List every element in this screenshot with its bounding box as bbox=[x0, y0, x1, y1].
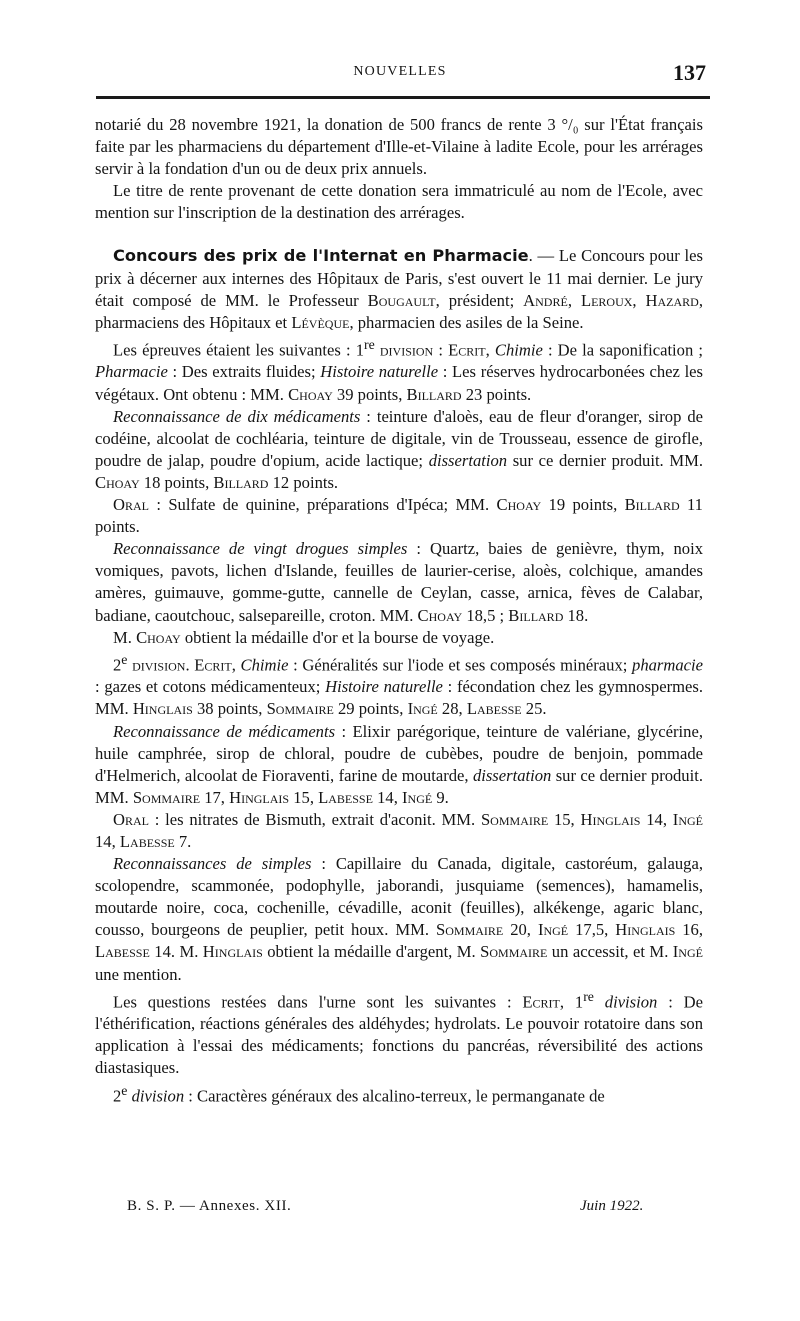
paragraph-dix-medicaments: Reconnaissance de dix médicaments : teinture d'aloès, eau de fleur d'oranger, sirop de codéine, alcoolat de cochléaria, teinture de digitale, vin de Trousseau, essence de girofle, poudre de jalap, poudre d'opium, acide lactique; dissertation sur ce dernier produit. MM. Choay 18 points, Billard 12 points. bbox=[95, 406, 704, 492]
paragraph-oral-2: Oral : les nitrates de Bismuth, extrait d'aconit. MM. Sommaire 15, Hinglais 14, Ingé 14, Labesse 7. bbox=[95, 809, 703, 851]
footer-signature: B. S. P. — Annexes. XII. bbox=[127, 1198, 292, 1214]
paragraph-oral-1: Oral : Sulfate de quinine, préparations d'Ipéca; MM. Choay 19 points, Billard 11 points. bbox=[95, 495, 703, 537]
paragraph-simples: Reconnaissances de simples : Capillaire du Canada, digitale, castoréum, galauga, scolopendre, scammonée, podophylle, jaborandi, jusquiame (semences), hamamelis, moutarde noire, coca, cochenille, cévadille, aconit (feuilles), alkékenge, agaric blanc, cousso, bourgeons de peuplier, petit houx. MM. Sommaire 20, Ingé 17,5, Hinglais 16, Labesse 14. M. Hinglais obtient la médaille d'argent, M. Sommaire un accessit, et M. Ingé une mention. bbox=[95, 854, 704, 984]
paragraph-drogues-simples: Reconnaissance de vingt drogues simples : Quartz, baies de genièvre, thym, noix vomiques, pavots, lichen d'Islande, feuilles de laurier-cerise, aloès, colchique, amandes amères, guimauve, gomme-gutte, cannelle de Ceylan, casse, arnica, fèves de Calabar, badiane, caoutchouc, salsepareille, croton. MM. Choay 18,5 ; Billard 18. bbox=[95, 539, 703, 625]
paragraph-questions: Les questions restées dans l'urne sont les suivantes : Ecrit, 1re division : De l'éthérification, réactions générales des aldéhydes; hydrolats. Le pouvoir rotatoire dans son application à l'essai des médicaments; fonctions du pancréas, réversibilité des actions diastasiques. bbox=[95, 988, 704, 1078]
paragraph-reconnaissance-medicaments: Reconnaissance de médicaments : Elixir parégorique, teinture de valériane, glycérine, huile camphrée, sirop de chloral, poudre de cubèbes, poudre de benjoin, pommade d'Helmerich, alcoolat de Fioraventi, farine de moutarde, dissertation sur ce dernier produit. MM. Sommaire 17, Hinglais 15, Labesse 14, Ingé 9. bbox=[95, 721, 703, 807]
running-title: NOUVELLES bbox=[353, 64, 447, 79]
section-heading: Concours des prix de l'Internat en Pharmacie bbox=[113, 246, 529, 266]
paragraph-concours: Concours des prix de l'Internat en Pharmacie. — Le Concours pour les prix à décerner aux internes des Hôpitaux de Paris, s'est ouvert le 11 mai dernier. Le jury était composé de MM. le Professeur Bougault, président; André, Leroux, Hazard, pharmaciens des Hôpitaux et Lévèque, pharmacien des asiles de la Seine. bbox=[95, 246, 704, 332]
paragraph-rente: Le titre de rente provenant de cette donation sera immatriculé au nom de l'Ecole, avec mention sur l'inscription de la destination des arrérages. bbox=[95, 181, 703, 223]
paragraph-epreuves: Les épreuves étaient les suivantes : 1re division : Ecrit, Chimie : De la saponification ; Pharmacie : Des extraits fluides; Histoire naturelle : Les réserves hydrocarbonées chez les végétaux. Ont obtenu : MM. Choay 39 points, Billard 23 points. bbox=[95, 336, 703, 404]
page-number: 137 bbox=[673, 60, 706, 85]
page-header bbox=[0, 62, 800, 86]
paragraph-division-2: 2e division. Ecrit, Chimie : Généralités sur l'iode et ses composés minéraux; pharmacie : gazes et cotons médicamenteux; Histoire naturelle : fécondation chez les gymnospermes. MM. Hinglais 38 points, Sommaire 29 points, Ingé 28, Labesse 25. bbox=[95, 651, 703, 719]
page-footer bbox=[0, 1198, 800, 1220]
paragraph-division-2-questions: 2e division : Caractères généraux des alcalino-terreux, le permanganate de bbox=[113, 1082, 605, 1106]
paragraph-medaille-or: M. Choay obtient la médaille d'or et la bourse de voyage. bbox=[113, 627, 495, 647]
body-text bbox=[95, 114, 703, 1107]
footer-date: Juin 1922. bbox=[580, 1198, 644, 1214]
paragraph-donation: notarié du 28 novembre 1921, la donation de 500 francs de rente 3 °/₀ sur l'État français faite par les pharmaciens du département d'Ille-et-Vilaine à ladite Ecole, pour les arrérages servir à la fondation d'un ou de deux prix annuels. bbox=[95, 115, 703, 179]
header-rule bbox=[96, 96, 710, 99]
